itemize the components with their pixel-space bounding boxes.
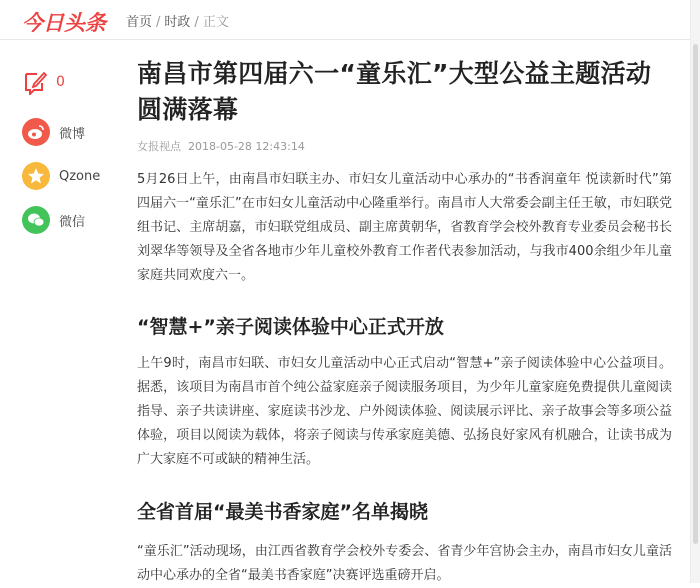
- breadcrumb: [126, 11, 229, 30]
- wechat-icon: [22, 206, 50, 234]
- share-qzone-button[interactable]: [22, 162, 112, 190]
- share-wechat-label: 微信: [59, 214, 86, 230]
- share-wechat-button[interactable]: [22, 206, 112, 234]
- article-source[interactable]: 女报视点: [137, 140, 181, 153]
- share-weibo-button[interactable]: [22, 118, 112, 146]
- breadcrumb-politics-link[interactable]: 时政: [164, 15, 191, 30]
- toutiao-logo[interactable]: 今日头条: [22, 11, 106, 35]
- vertical-scrollbar[interactable]: [690, 0, 700, 583]
- section-heading: “智慧+”亲子阅读体验中心正式开放: [137, 316, 444, 338]
- weibo-icon: [22, 118, 50, 146]
- article-paragraph: “童乐汇”活动现场，由江西省教育学会校外专委会、省青少年宫协会主办，南昌市妇女儿童活动中心承办的全省“最美书香家庭”决赛评选重磅开启。: [137, 544, 672, 583]
- share-sidebar: [22, 68, 112, 250]
- article-meta: [137, 138, 672, 154]
- breadcrumb-separator: /: [194, 15, 199, 30]
- article-paragraph: 5月26日上午，由南昌市妇联主办、市妇女儿童活动中心承办的“书香润童年 悦读新时代”第四届六一“童乐汇”在市妇女儿童活动中心隆重举行。南昌市人大常委会副主任王敏，市妇联党组书记、主席胡嘉，市妇联党组成员、副主席黄朝华，省教育学会校外教育专业委员会秘书长刘翠华等领导及全省各地市少年儿童校外教育工作者代表参加活动，与我市400余组少年儿童家庭共同欢度六一。: [137, 172, 672, 283]
- article-time: 2018-05-28 12:43:14: [188, 140, 305, 153]
- qzone-star-icon: [22, 162, 50, 190]
- comment-button[interactable]: [22, 68, 112, 96]
- share-qzone-label: Qzone: [59, 168, 101, 184]
- breadcrumb-current: 正文: [202, 15, 229, 30]
- article-paragraph: 上午9时，南昌市妇联、市妇女儿童活动中心正式启动“智慧+”亲子阅读体验中心公益项目。据悉，该项目为南昌市首个纯公益家庭亲子阅读服务项目，为少年儿童家庭免费提供儿童阅读指导、亲子共读讲座、家庭读书沙龙、户外阅读体验、阅读展示评比、亲子故事会等多项公益体验，项目以阅读为载体，将亲子阅读与传承家庭美德、弘扬良好家风有机融合，让读书成为广大家庭不可或缺的精神生活。: [137, 356, 672, 467]
- scrollbar-thumb[interactable]: [693, 44, 698, 544]
- top-navigation-bar: [0, 0, 700, 40]
- article: [137, 56, 672, 583]
- article-title: 南昌市第四届六一“童乐汇”大型公益主题活动圆满落幕: [137, 59, 652, 124]
- comment-count: 0: [56, 74, 65, 90]
- share-weibo-label: 微博: [59, 126, 86, 142]
- comment-edit-icon: [22, 69, 48, 95]
- breadcrumb-separator: /: [156, 15, 161, 30]
- section-heading: 全省首届“最美书香家庭”名单揭晓: [137, 501, 428, 523]
- breadcrumb-home-link[interactable]: 首页: [126, 15, 153, 30]
